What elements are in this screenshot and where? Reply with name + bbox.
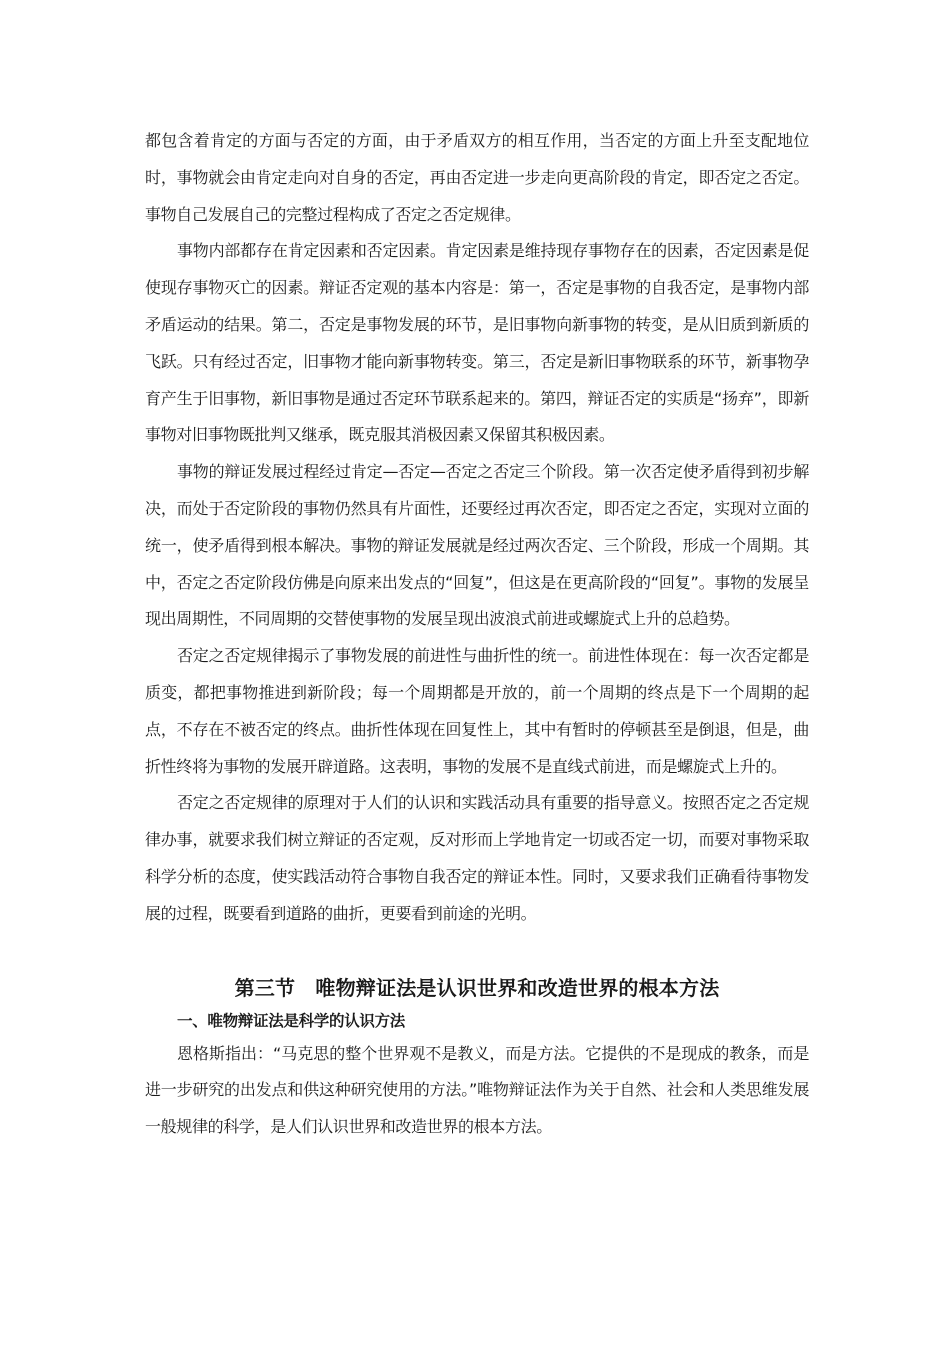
paragraph-three-stages: 事物的辩证发展过程经过肯定—否定—否定之否定三个阶段。第一次否定使矛盾得到初步解决，而处于否定阶段的事物仍然具有片面性，还要经过再次否定，即否定之否定，实现对立面的统一，使矛盾得到根本解决。事物的辩证发展就是经过两次否定、三个阶段，形成一个周期。其中，否定之否定阶段仿佛是向原来出发点的“回复”，但这是在更高阶段的“回复”。事物的发展呈现出周期性，不同周期的交替使事物的发展呈现出波浪式前进或螺旋式上升的总趋势。 — [145, 462, 809, 629]
subsection-heading: 一、唯物辩证法是科学的认识方法 — [177, 1011, 406, 1030]
paragraph-dialectical-negation: 事物内部都存在肯定因素和否定因素。肯定因素是维持现存事物存在的因素，否定因素是促使现存事物灭亡的因素。辩证否定观的基本内容是：第一，否定是事物的自我否定，是事物内部矛盾运动的结果。第二，否定是事物发展的环节，是旧事物向新事物的转变，是从旧质到新质的飞跃。只有经过否定，旧事物才能向新事物转变。第三，否定是新旧事物联系的环节，新事物孕育产生于旧事物，新旧事物是通过否定环节联系起来的。第四，辩证否定的实质是“扬弃”，即新事物对旧事物既批判又继承，既克服其消极因素又保留其积极因素。 — [145, 241, 809, 445]
paragraph-progress-and-tortuousness: 否定之否定规律揭示了事物发展的前进性与曲折性的统一。前进性体现在：每一次否定都是质变，都把事物推进到新阶段；每一个周期都是开放的，前一个周期的终点是下一个周期的起点，不存在不被否定的终点。曲折性体现在回复性上，其中有暂时的停顿甚至是倒退，但是，曲折性终将为事物的发展开辟道路。这表明，事物的发展不是直线式前进，而是螺旋式上升的。 — [145, 646, 809, 776]
document-body — [145, 123, 809, 1146]
paragraph-engels-quote: 恩格斯指出：“马克思的整个世界观不是教义，而是方法。它提供的不是现成的教条，而是进一步研究的出发点和供这种研究使用的方法。”唯物辩证法作为关于自然、社会和人类思维发展一般规律的科学，是人们认识世界和改造世界的根本方法。 — [145, 1043, 809, 1137]
paragraph-continuation: 都包含着肯定的方面与否定的方面，由于矛盾双方的相互作用，当否定的方面上升至支配地位时，事物就会由肯定走向对自身的否定，再由否定进一步走向更高阶段的肯定，即否定之否定。事物自己发展自己的完整过程构成了否定之否定规律。 — [145, 131, 809, 224]
section-heading: 第三节 唯物辩证法是认识世界和改造世界的根本方法 — [234, 975, 720, 1000]
paragraph-guiding-significance: 否定之否定规律的原理对于人们的认识和实践活动具有重要的指导意义。按照否定之否定规律办事，就要求我们树立辩证的否定观，反对形而上学地肯定一切或否定一切，而要对事物采取科学分析的态度，使实践活动符合事物自我否定的辩证本性。同时，又要求我们正确看待事物发展的过程，既要看到道路的曲折，更要看到前途的光明。 — [145, 793, 809, 923]
